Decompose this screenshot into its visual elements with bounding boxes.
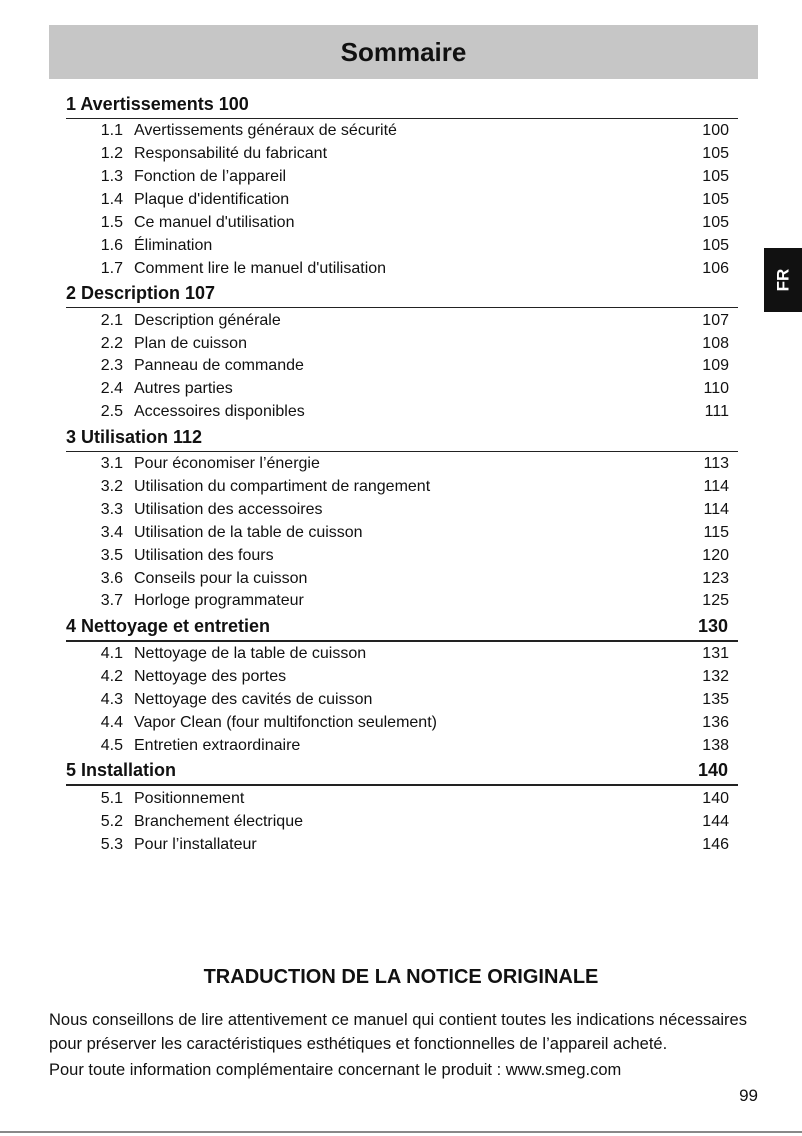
toc-entry[interactable] [66,810,738,833]
toc-entry-page: 113 [703,455,729,473]
language-tab [764,248,802,312]
toc-entry-label: Fonction de l’appareil [134,168,287,186]
toc-section-heading[interactable] [66,280,738,308]
toc-entry[interactable] [66,166,738,189]
language-tab-label: FR [772,268,792,292]
toc-entry[interactable] [66,332,738,355]
toc-entry-number: 4.1 [100,645,123,663]
toc-entry-label: Panneau de commande [134,357,304,375]
table-of-contents [66,91,738,856]
toc-entry-label: Élimination [134,236,213,254]
toc-entry-page: 105 [702,145,729,163]
toc-entry-page: 100 [702,122,729,140]
toc-entry-label: Utilisation des accessoires [134,500,323,518]
toc-entry-page: 136 [702,714,729,732]
intro-text [49,1008,769,1082]
toc-entry-number: 3.2 [100,478,123,496]
toc-entry-page: 114 [703,478,729,496]
toc-entry-number: 1.1 [100,122,123,140]
toc-section-label: 1 Avertissements 100 [66,94,249,114]
toc-entry[interactable] [66,120,738,143]
toc-section-heading[interactable] [66,424,738,452]
toc-section [66,280,738,423]
toc-entry-number: 1.3 [100,168,123,186]
toc-entry[interactable] [66,401,738,424]
toc-entry-page: 105 [702,236,729,254]
toc-entry-page: 109 [702,357,729,375]
toc-entry[interactable] [66,355,738,378]
toc-entry[interactable] [66,689,738,712]
toc-entry[interactable] [66,378,738,401]
toc-entry-number: 5.2 [100,812,123,830]
toc-entry[interactable] [66,189,738,212]
toc-entry-page: 105 [702,168,729,186]
toc-entry[interactable] [66,787,738,810]
toc-entry-page: 132 [702,668,729,686]
toc-entry[interactable] [66,544,738,567]
toc-entry-page: 106 [702,259,729,277]
toc-entry[interactable] [66,212,738,235]
toc-entry-page: 123 [702,569,729,587]
toc-entry-page: 110 [703,380,729,398]
toc-entry[interactable] [66,453,738,476]
toc-entry-number: 3.6 [100,569,123,587]
toc-entry-number: 2.3 [100,357,123,375]
bottom-rule [0,1131,802,1133]
toc-entry-page: 140 [702,789,729,807]
toc-entry-page: 138 [702,736,729,754]
toc-section-label: 4 Nettoyage et entretien [66,615,271,636]
toc-section [66,613,738,757]
toc-section-label: 5 Installation [66,760,177,781]
toc-section-heading[interactable] [66,757,738,786]
toc-entry-label: Comment lire le manuel d'utilisation [134,259,387,277]
toc-entry-number: 2.5 [100,403,123,421]
toc-entry[interactable] [66,643,738,666]
toc-entry-page: 105 [702,191,729,209]
toc-entry-number: 1.4 [100,191,123,209]
toc-entry[interactable] [66,309,738,332]
toc-entry-label: Vapor Clean (four multifonction seulement) [134,714,437,732]
toc-section-page: 140 [697,760,728,781]
toc-entry-page: 114 [703,500,729,518]
toc-section [66,757,738,856]
toc-entry-number: 3.7 [100,592,123,610]
toc-section-label: 3 Utilisation 112 [66,426,203,447]
toc-entry-label: Nettoyage de la table de cuisson [134,645,367,663]
toc-entry-page: 115 [703,523,729,541]
toc-entry-number: 2.2 [100,334,123,352]
toc-entry[interactable] [66,521,738,544]
toc-entry-label: Utilisation des fours [134,546,274,564]
toc-entry-label: Entretien extraordinaire [134,736,301,754]
toc-entry-label: Avertissements généraux de sécurité [134,122,397,140]
toc-entry-page: 105 [702,214,729,231]
toc-entry-number: 4.5 [100,736,123,754]
toc-section [66,424,738,613]
toc-section-heading[interactable] [66,91,738,119]
toc-entry-number: 5.3 [100,835,123,853]
toc-entry-label: Horloge programmateur [134,592,304,610]
toc-entry-label: Pour économiser l’énergie [134,455,320,473]
toc-entry-label: Branchement électrique [134,812,303,830]
toc-entry-label: Pour l’installateur [134,835,257,853]
toc-section [66,91,738,280]
toc-entry-label: Nettoyage des cavités de cuisson [134,691,373,709]
toc-entry-page: 111 [704,403,729,421]
toc-entry[interactable] [66,734,738,757]
toc-entry-number: 3.4 [100,523,123,541]
toc-entry[interactable] [66,833,738,856]
toc-entry[interactable] [66,143,738,166]
page-title: Sommaire [340,36,467,67]
toc-entry[interactable] [66,590,738,613]
toc-entry-label: Ce manuel d'utilisation [134,214,295,231]
toc-entry-number: 2.1 [100,311,123,329]
toc-entry-number: 3.5 [100,546,123,564]
toc-entry-label: Plaque d'identification [134,191,290,209]
toc-entry-page: 125 [702,592,729,610]
toc-entry-label: Description générale [134,311,281,329]
toc-entry-page: 146 [702,835,729,853]
toc-entry-number: 1.7 [100,259,123,277]
toc-entry-label: Nettoyage des portes [134,668,287,686]
toc-entry-number: 3.3 [100,500,123,518]
notice-title: TRADUCTION DE LA NOTICE ORIGINALE [203,966,599,988]
toc-entry-page: 131 [702,645,729,663]
toc-entry[interactable] [66,476,738,499]
toc-entry-number: 3.1 [100,455,123,473]
intro-paragraph: Pour toute information complémentaire concernant le produit : www.smeg.com [49,1061,622,1079]
toc-entry-page: 144 [702,812,729,830]
intro-paragraph: Nous conseillons de lire attentivement ce manuel qui contient toutes les indications nécessaires pour préserver les caractéristiques esthétiques et fonctionnelles de l’appareil acheté. [49,1011,747,1053]
toc-entry[interactable] [66,498,738,521]
toc-entry-label: Positionnement [134,789,245,807]
toc-entry-label: Accessoires disponibles [134,403,305,421]
toc-entry[interactable] [66,567,738,590]
toc-entry[interactable] [66,257,738,280]
toc-section-heading[interactable] [66,613,738,642]
toc-entry-page: 107 [702,311,729,329]
toc-entry-label: Utilisation du compartiment de rangement [134,478,431,496]
toc-entry-number: 2.4 [100,380,123,398]
toc-entry-number: 5.1 [100,789,123,807]
toc-entry-label: Conseils pour la cuisson [134,569,308,587]
title-banner [49,25,758,79]
toc-entry[interactable] [66,666,738,689]
toc-entry-number: 1.2 [100,145,123,163]
toc-entry[interactable] [66,712,738,735]
toc-section-page: 130 [697,615,728,636]
page-number: 99 [739,1086,758,1105]
toc-entry-number: 4.2 [100,668,123,686]
toc-entry-label: Autres parties [134,380,233,398]
toc-entry-label: Plan de cuisson [134,334,247,352]
toc-entry-page: 120 [702,546,729,564]
toc-entry[interactable] [66,234,738,257]
toc-entry-number: 1.5 [100,214,123,231]
toc-entry-label: Responsabilité du fabricant [134,145,328,163]
toc-entry-number: 1.6 [100,236,123,254]
toc-entry-page: 108 [702,334,729,352]
toc-entry-number: 4.3 [100,691,123,709]
toc-entry-number: 4.4 [100,714,123,732]
toc-entry-page: 135 [702,691,729,709]
toc-entry-label: Utilisation de la table de cuisson [134,523,363,541]
toc-section-label: 2 Description 107 [66,283,216,304]
